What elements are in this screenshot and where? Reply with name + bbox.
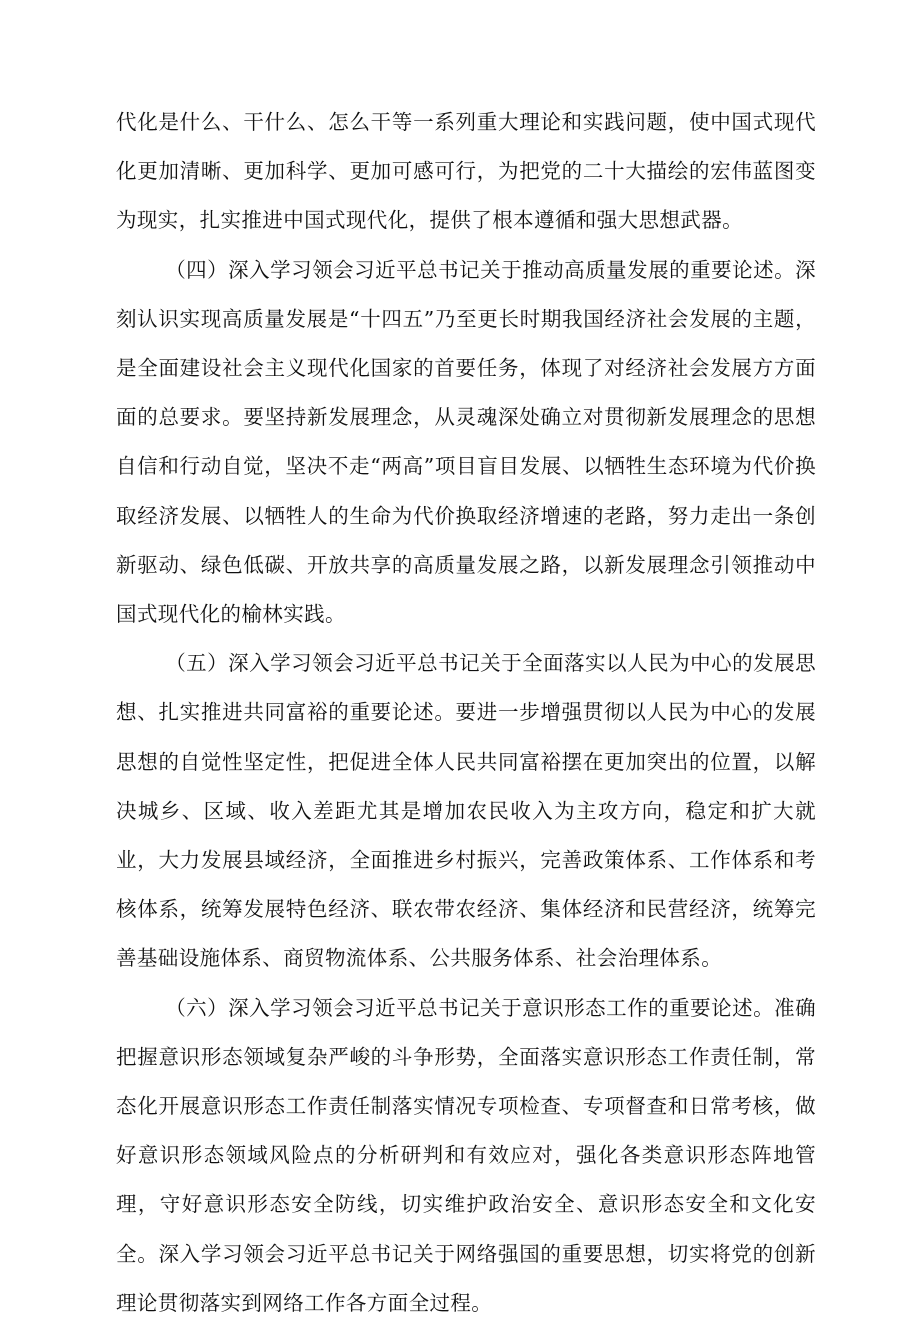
document-body bbox=[116, 98, 816, 1328]
paragraph-section-5: （五）深入学习领会习近平总书记关于全面落实以人民为中心的发展思想、扎实推进共同富裕的重要论述。要进一步增强贯彻以人民为中心的发展思想的自觉性坚定性，把促进全体人民共同富裕摆在更加突出的位置，以解决城乡、区域、收入差距尤其是增加农民收入为主攻方向，稳定和扩大就业，大力发展县域经济，全面推进乡村振兴，完善政策体系、工作体系和考核体系，统筹发展特色经济、联农带农经济、集体经济和民营经济，统筹完善基础设施体系、商贸物流体系、公共服务体系、社会治理体系。 bbox=[116, 651, 816, 971]
paragraph-continuation: 代化是什么、干什么、怎么干等一系列重大理论和实践问题，使中国式现代化更加清晰、更加科学、更加可感可行，为把党的二十大描绘的宏伟蓝图变为现实，扎实推进中国式现代化，提供了根本遵循和强大思想武器。 bbox=[116, 110, 816, 233]
paragraph-section-4: （四）深入学习领会习近平总书记关于推动高质量发展的重要论述。深刻认识实现高质量发展是“十四五”乃至更长时期我国经济社会发展的主题，是全面建设社会主义现代化国家的首要任务，体现了对经济社会发展方方面面的总要求。要坚持新发展理念，从灵魂深处确立对贯彻新发展理念的思想自信和行动自觉，坚决不走“两高”项目盲目发展、以牺牲生态环境为代价换取经济发展、以牺牲人的生命为代价换取经济增速的老路，努力走出一条创新驱动、绿色低碳、开放共享的高质量发展之路，以新发展理念引领推动中国式现代化的榆林实践。 bbox=[116, 257, 816, 627]
paragraph-section-6: （六）深入学习领会习近平总书记关于意识形态工作的重要论述。准确把握意识形态领域复杂严峻的斗争形势，全面落实意识形态工作责任制，常态化开展意识形态工作责任制落实情况专项检查、专项督查和日常考核，做好意识形态领域风险点的分析研判和有效应对，强化各类意识形态阵地管理，守好意识形态安全防线，切实维护政治安全、意识形态安全和文化安全。深入学习领会习近平总书记关于网络强国的重要思想，切实将党的创新理论贯彻落实到网络工作各方面全过程。 bbox=[116, 995, 816, 1315]
